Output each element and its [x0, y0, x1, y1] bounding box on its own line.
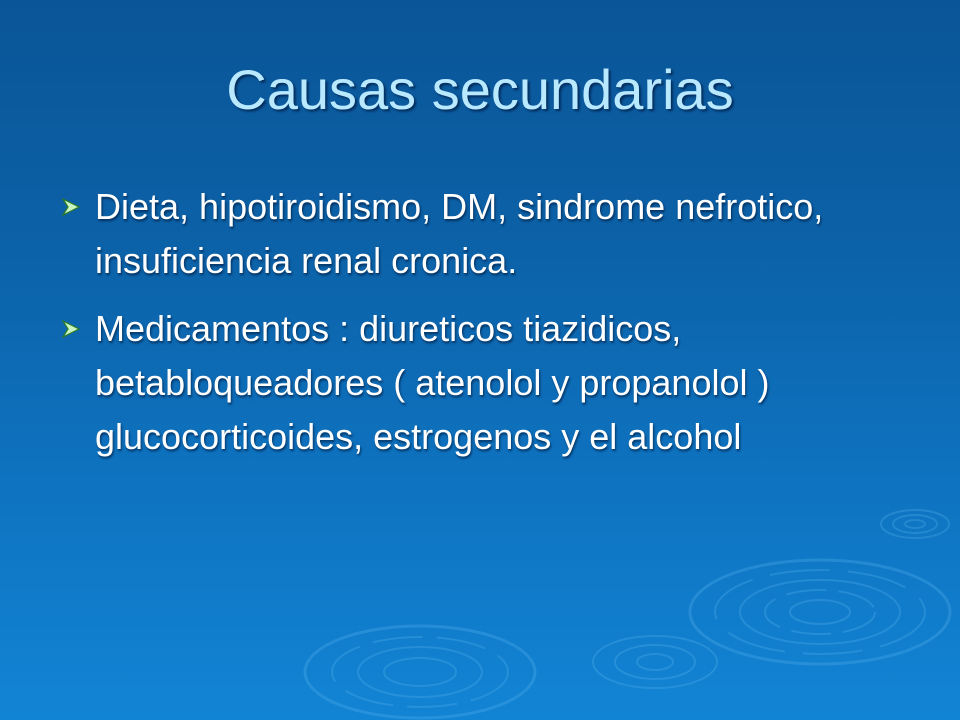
- arrow-bullet-icon: [60, 197, 82, 217]
- slide-title: Causas secundarias: [226, 58, 734, 121]
- bullet-item: [58, 180, 938, 288]
- arrow-bullet-icon: [60, 319, 82, 339]
- bullet-item: [58, 302, 938, 464]
- bullet-text: Medicamentos : diureticos tiazidicos, betabloqueadores ( atenolol y propanolol ) glucocorticoides, estrogenos y el alcohol: [95, 308, 770, 457]
- bullet-text: Dieta, hipotiroidismo, DM, sindrome nefrotico, insuficiencia renal cronica.: [95, 186, 824, 281]
- bullet-list: [58, 180, 938, 478]
